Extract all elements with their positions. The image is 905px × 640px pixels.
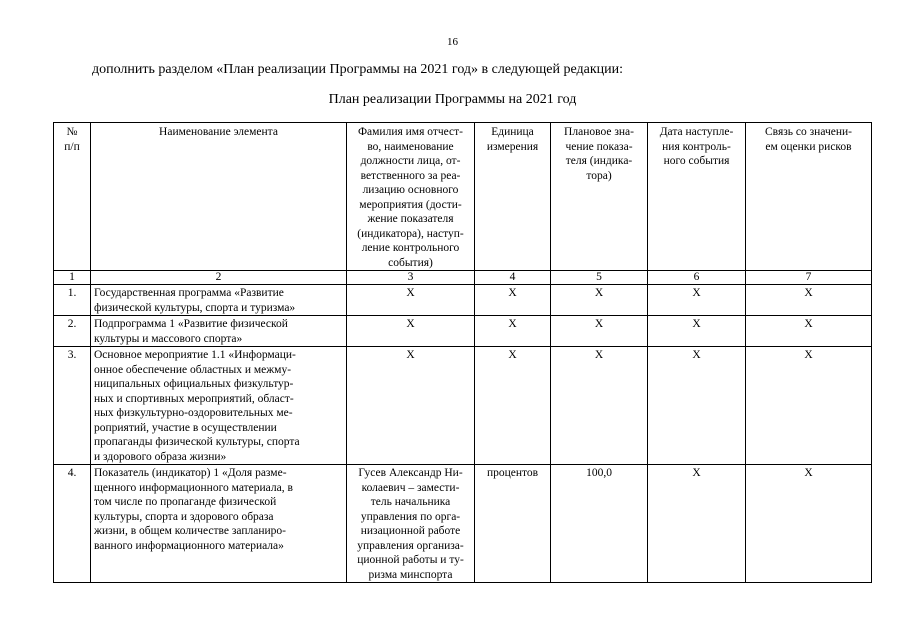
row-name: Основное мероприятие 1.1 «Информаци- онное обеспечение областных и межму- ниципальных официальных физкультур- ных и спортивных мероприятий, област- ных физкультурно-оздоровительных ме- роприятий, участие в осуществлении пропаганды физической культуры, спорта и здорового образа жизни» <box>91 347 347 465</box>
row-event-date: Х <box>648 465 746 583</box>
row-unit: Х <box>475 316 551 347</box>
column-number: 6 <box>648 271 746 285</box>
row-unit: Х <box>475 347 551 465</box>
column-number: 7 <box>746 271 872 285</box>
row-responsible: Х <box>347 285 475 316</box>
row-unit: Х <box>475 285 551 316</box>
column-number: 3 <box>347 271 475 285</box>
row-name: Государственная программа «Развитие физической культуры, спорта и туризма» <box>91 285 347 316</box>
row-risk-link: Х <box>746 347 872 465</box>
row-planned-value: Х <box>551 347 648 465</box>
row-unit: процентов <box>475 465 551 583</box>
row-num: 3. <box>54 347 91 465</box>
row-risk-link: Х <box>746 285 872 316</box>
row-risk-link: Х <box>746 316 872 347</box>
column-number: 1 <box>54 271 91 285</box>
intro-text: дополнить разделом «План реализации Программы на 2021 год» в следующей редакции: <box>92 62 623 77</box>
row-num: 4. <box>54 465 91 583</box>
row-num: 2. <box>54 316 91 347</box>
header-risk-link: Связь со значени- ем оценки рисков <box>746 123 872 271</box>
row-responsible: Гусев Александр Ни- колаевич – замести- тель начальника управления по орга- низационной работе управления организа- ционной работы и ту- ризма минспорта <box>347 465 475 583</box>
row-responsible: Х <box>347 316 475 347</box>
table-header-row <box>54 123 872 271</box>
row-event-date: Х <box>648 316 746 347</box>
column-number: 5 <box>551 271 648 285</box>
row-planned-value: Х <box>551 285 648 316</box>
header-event-date: Дата наступле- ния контроль- ного события <box>648 123 746 271</box>
table-row <box>54 316 872 347</box>
row-responsible: Х <box>347 347 475 465</box>
row-event-date: Х <box>648 285 746 316</box>
row-num: 1. <box>54 285 91 316</box>
header-name: Наименование элемента <box>91 123 347 271</box>
column-number: 4 <box>475 271 551 285</box>
table-row <box>54 285 872 316</box>
row-name: Показатель (индикатор) 1 «Доля разме- щенного информационного материала, в том числе по пропаганде физической культуры, спорта и здорового образа жизни, в общем количестве запланиро- ванного информационного материала» <box>91 465 347 583</box>
column-number-row <box>54 271 872 285</box>
row-risk-link: Х <box>746 465 872 583</box>
table-row <box>54 347 872 465</box>
row-planned-value: 100,0 <box>551 465 648 583</box>
table-row <box>54 465 872 583</box>
row-planned-value: Х <box>551 316 648 347</box>
row-name: Подпрограмма 1 «Развитие физической культуры и массового спорта» <box>91 316 347 347</box>
header-num: № п/п <box>54 123 91 271</box>
row-event-date: Х <box>648 347 746 465</box>
header-unit: Единица измерения <box>475 123 551 271</box>
plan-title: План реализации Программы на 2021 год <box>328 92 577 107</box>
header-planned-value: Плановое зна- чение показа- теля (индика- тора) <box>551 123 648 271</box>
page-number: 16 <box>447 36 458 48</box>
header-responsible: Фамилия имя отчест- во, наименование должности лица, от- ветственного за реа- лизацию основного мероприятия (дости- жение показателя (индикатора), наступ- ление контрольного события) <box>347 123 475 271</box>
plan-table <box>53 122 872 583</box>
column-number: 2 <box>91 271 347 285</box>
